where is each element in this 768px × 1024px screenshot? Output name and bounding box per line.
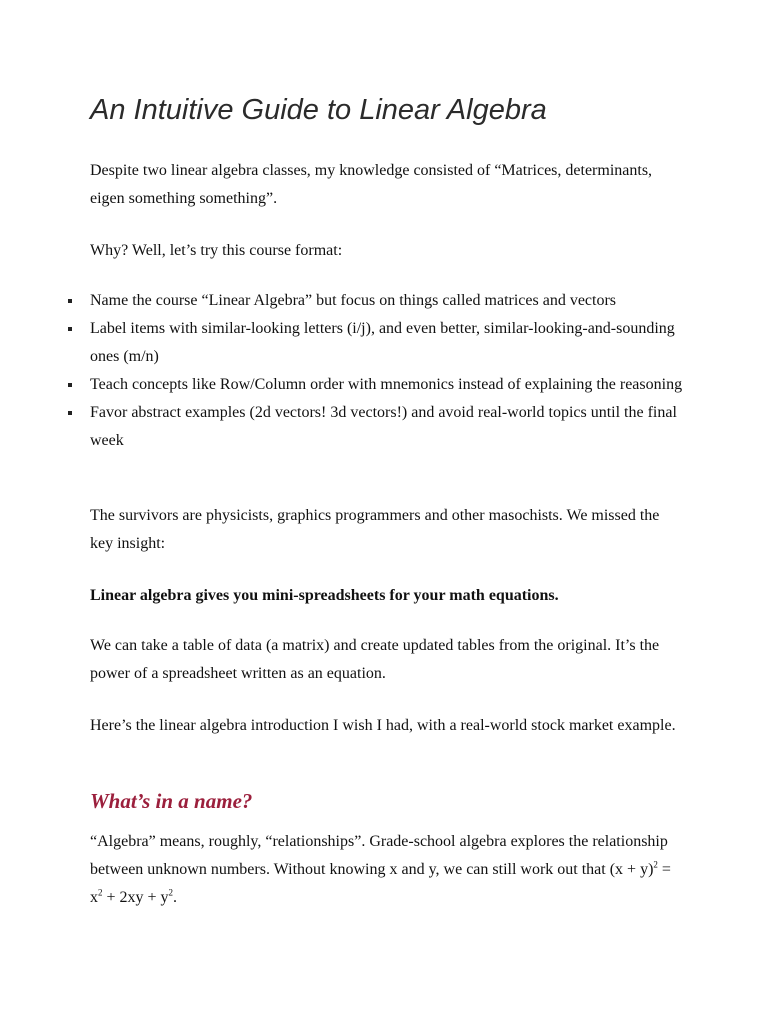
- list-item: [0, 371, 685, 399]
- introduction-wish-paragraph: Here’s the linear algebra introduction I wish I had, with a real-world stock market example.: [90, 717, 676, 734]
- list-item: [0, 315, 685, 371]
- exponent: 2: [168, 887, 174, 898]
- key-insight: Linear algebra gives you mini-spreadsheets for your math equations.: [90, 587, 559, 604]
- bullet-icon: [68, 411, 72, 415]
- bullet-icon: [68, 327, 72, 331]
- course-format-list: [0, 287, 768, 455]
- list-item: [0, 287, 685, 315]
- equation-part: = x: [90, 861, 671, 906]
- intro-paragraph: Despite two linear algebra classes, my knowledge consisted of “Matrices, determinants, eigen something something”.: [90, 162, 653, 207]
- bullet-icon: [68, 383, 72, 387]
- list-item-text: Teach concepts like Row/Column order with mnemonics instead of explaining the reasoning: [90, 376, 683, 393]
- question-paragraph: Why? Well, let’s try this course format:: [90, 242, 343, 259]
- exponent: 2: [98, 887, 103, 898]
- bullet-icon: [68, 299, 72, 303]
- algebra-text: “Algebra” means, roughly, “relationships”. Grade-school algebra explores the relationship between unknown numbers. Without knowing x and y, we can still work out that (x + y): [90, 833, 668, 878]
- algebra-paragraph: [90, 828, 685, 912]
- page-title: An Intuitive Guide to Linear Algebra: [90, 94, 547, 126]
- survivors-paragraph: The survivors are physicists, graphics programmers and other masochists. We missed the key insight:: [90, 507, 660, 552]
- table-paragraph: We can take a table of data (a matrix) and create updated tables from the original. It’s the power of a spreadsheet written as an equation.: [90, 637, 660, 682]
- list-item-text: Name the course “Linear Algebra” but focus on things called matrices and vectors: [90, 292, 617, 309]
- list-item: [0, 399, 685, 455]
- list-item-text: Label items with similar-looking letters (i/j), and even better, similar-looking-and-sounding ones (m/n): [90, 320, 675, 365]
- section-heading: What’s in a name?: [90, 789, 253, 813]
- equation-part: + 2xy + y: [102, 889, 169, 906]
- exponent: 2: [653, 859, 658, 870]
- sentence-end: .: [173, 889, 178, 906]
- list-item-text: Favor abstract examples (2d vectors! 3d vectors!) and avoid real-world topics until the final week: [90, 404, 677, 449]
